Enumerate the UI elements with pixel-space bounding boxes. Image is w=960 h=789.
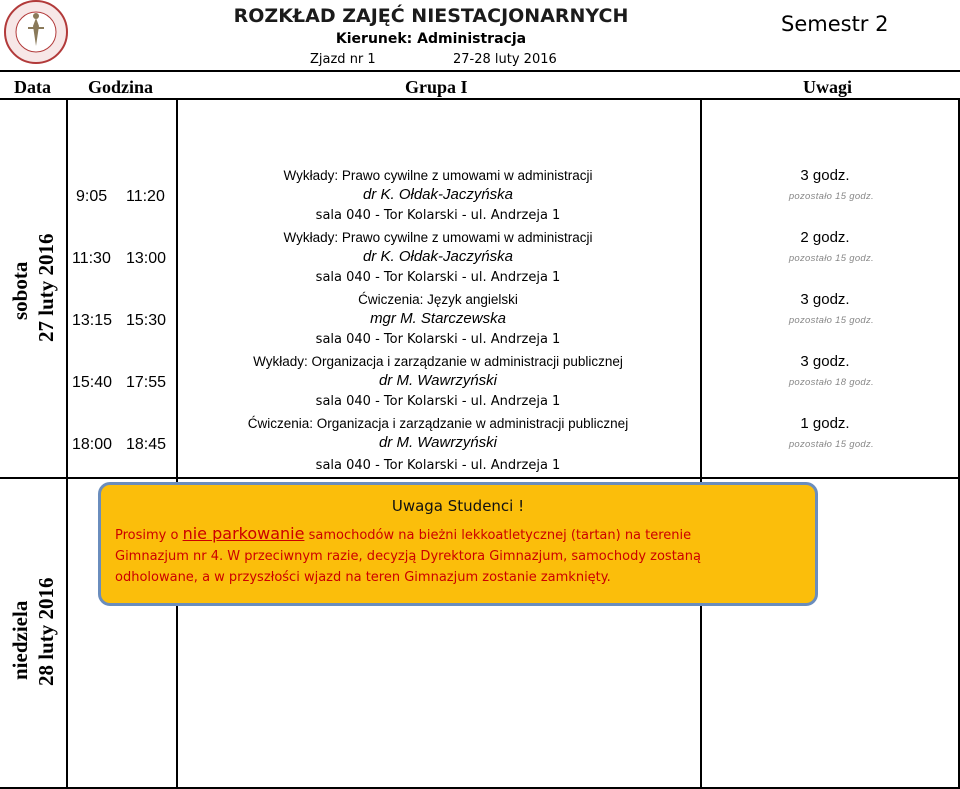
day-date: 27 luty 2016 [34, 233, 58, 342]
kierunek-label: Kierunek: Administracja [335, 31, 527, 47]
subject: Ćwiczenia: Organizacja i zarządzanie w administracji publicznej [247, 416, 629, 431]
semester-label: Semestr 2 [781, 12, 889, 36]
start-time: 13:15 [72, 312, 113, 329]
remaining-hours: pozostało 18 godz. [788, 377, 874, 388]
divider [700, 100, 702, 789]
teacher: dr M. Wawrzyński [378, 372, 498, 389]
remaining-hours: pozostało 15 godz. [788, 315, 874, 326]
notice-body [115, 523, 805, 588]
end-time: 18:45 [126, 436, 167, 453]
divider [66, 100, 68, 789]
remaining-hours: pozostało 15 godz. [788, 191, 874, 202]
notice-title: Uwaga Studenci ! [391, 497, 525, 515]
day-divider [0, 477, 960, 479]
teacher: dr K. Ołdak-Jaczyńska [362, 186, 514, 203]
subject: Wykłady: Prawo cywilne z umowami w administracji [283, 168, 593, 183]
start-time: 9:05 [76, 188, 108, 205]
start-time: 11:30 [72, 250, 111, 267]
page-title: ROZKŁAD ZAJĘĆ NIESTACJONARNYCH [233, 5, 629, 27]
room: sala 040 - Tor Kolarski - ul. Andrzeja 1 [315, 394, 561, 409]
col-grupa: Grupa I [405, 77, 468, 97]
zjazd-dates: 27-28 luty 2016 [453, 52, 557, 67]
start-time: 18:00 [72, 436, 113, 453]
room: sala 040 - Tor Kolarski - ul. Andrzeja 1 [315, 270, 561, 285]
notice-text: odholowane, a w przyszłości wjazd na teren Gimnazjum zostanie zamknięty. [115, 570, 611, 585]
hours: 3 godz. [800, 353, 850, 370]
start-time: 15:40 [72, 374, 113, 391]
teacher: dr K. Ołdak-Jaczyńska [362, 248, 514, 265]
end-time: 13:00 [126, 250, 167, 267]
room: sala 040 - Tor Kolarski - ul. Andrzeja 1 [315, 458, 561, 473]
teacher: dr M. Wawrzyński [378, 434, 498, 451]
day-weekday: sobota [8, 261, 32, 320]
teacher: mgr M. Starczewska [370, 310, 506, 327]
day-date: 28 luty 2016 [34, 577, 58, 686]
col-godzina: Godzina [88, 77, 154, 97]
notice-emphasis: nie parkowanie [182, 524, 305, 543]
subject: Wykłady: Organizacja i zarządzanie w administracji publicznej [253, 354, 623, 369]
subject: Ćwiczenia: Język angielski [358, 292, 518, 307]
hours: 3 godz. [800, 167, 850, 184]
room: sala 040 - Tor Kolarski - ul. Andrzeja 1 [315, 208, 561, 223]
subject: Wykłady: Prawo cywilne z umowami w administracji [283, 230, 593, 245]
col-data: Data [14, 77, 51, 97]
end-time: 15:30 [126, 312, 167, 329]
col-uwagi: Uwagi [803, 77, 852, 97]
end-time: 17:55 [126, 374, 167, 391]
hours: 1 godz. [800, 415, 850, 432]
zjazd-number: Zjazd nr 1 [310, 52, 376, 67]
hours: 2 godz. [800, 229, 850, 246]
notice-text: Gimnazjum nr 4. W przeciwnym razie, decyzją Dyrektora Gimnazjum, samochody zostaną [115, 549, 701, 564]
remaining-hours: pozostało 15 godz. [788, 439, 874, 450]
school-logo [4, 0, 68, 64]
room: sala 040 - Tor Kolarski - ul. Andrzeja 1 [315, 332, 561, 347]
table-header [0, 70, 960, 100]
notice-text: Prosimy o [115, 528, 183, 543]
table-bottom [0, 787, 960, 789]
end-time: 11:20 [126, 188, 165, 205]
remaining-hours: pozostało 15 godz. [788, 253, 874, 264]
hours: 3 godz. [800, 291, 850, 308]
day-weekday: niedziela [8, 600, 32, 680]
divider [958, 100, 960, 789]
emblem-icon [6, 2, 70, 66]
notice-text: samochodów na bieżni lekkoatletycznej (tartan) na terenie [304, 528, 692, 543]
parking-notice [98, 482, 818, 606]
